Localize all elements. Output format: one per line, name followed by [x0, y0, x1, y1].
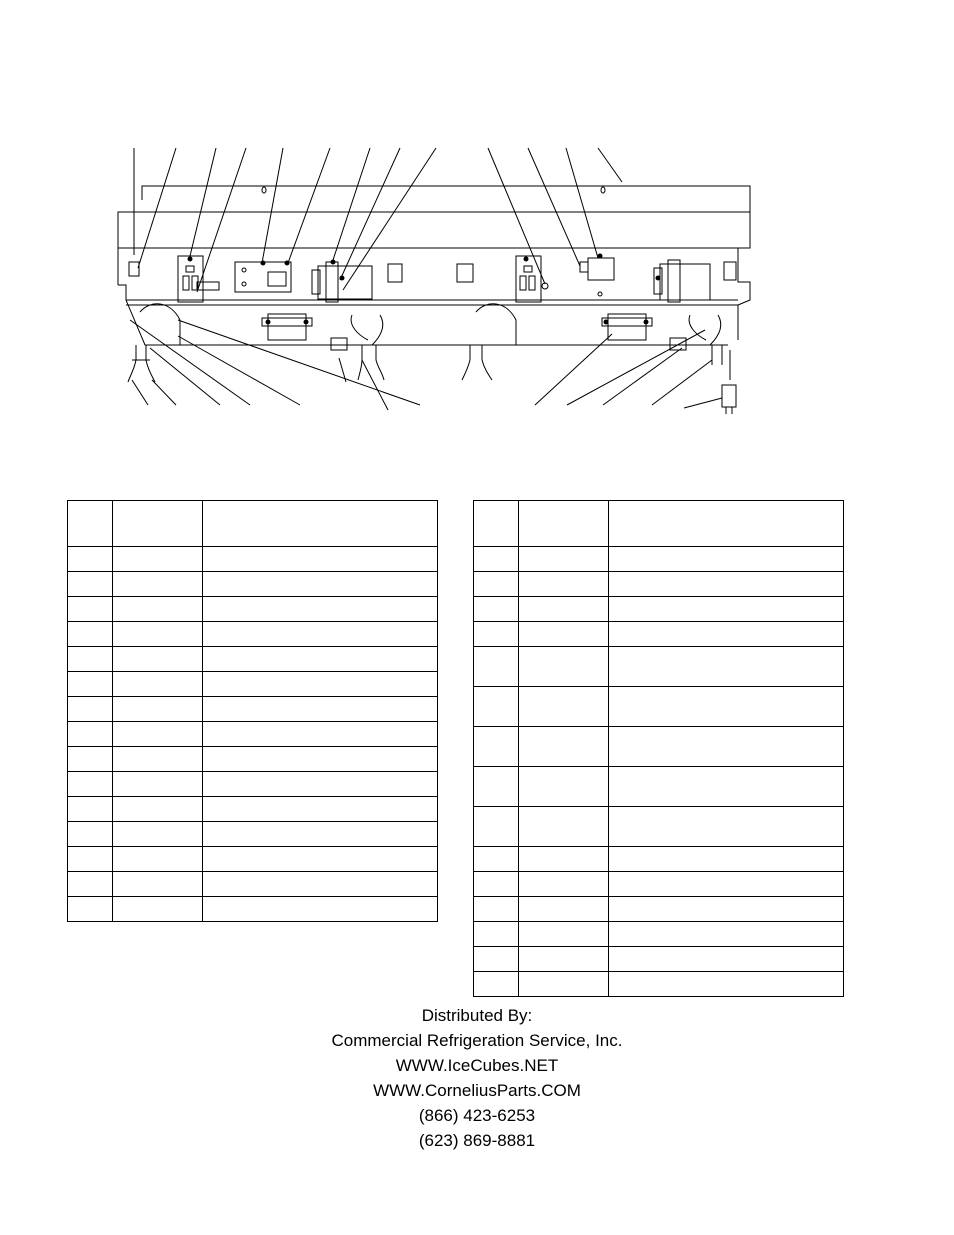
part-number-cell	[113, 847, 203, 872]
description-cell	[609, 501, 844, 547]
item-number-cell	[68, 622, 113, 647]
table-row	[68, 647, 438, 672]
item-number-cell	[68, 547, 113, 572]
table-row	[68, 897, 438, 922]
description-cell	[609, 687, 844, 727]
description-cell	[609, 847, 844, 872]
item-number-cell	[68, 597, 113, 622]
table-row	[474, 872, 844, 897]
company-name: Commercial Refrigeration Service, Inc.	[331, 1031, 623, 1050]
switch-plate-right	[457, 256, 548, 302]
part-number-cell	[113, 697, 203, 722]
part-number-cell	[519, 972, 609, 997]
part-number-cell	[113, 672, 203, 697]
item-number-cell	[68, 872, 113, 897]
part-number-cell	[113, 772, 203, 797]
table-row	[68, 797, 438, 822]
item-number-cell	[474, 897, 519, 922]
table-row	[474, 727, 844, 767]
part-number-cell	[519, 597, 609, 622]
description-cell	[203, 501, 438, 547]
website-link-2[interactable]: WWW.CorneliusParts.COM	[373, 1081, 581, 1100]
switch-plate-left	[178, 256, 219, 302]
description-cell	[203, 797, 438, 822]
item-number-cell	[68, 847, 113, 872]
relay-right	[580, 254, 614, 296]
item-number-cell	[474, 947, 519, 972]
table-row	[68, 722, 438, 747]
table-row	[68, 822, 438, 847]
parts-table-right	[473, 500, 844, 997]
description-cell	[203, 747, 438, 772]
part-number-cell	[113, 822, 203, 847]
description-cell	[609, 622, 844, 647]
part-number-cell	[519, 767, 609, 807]
part-number-cell	[113, 597, 203, 622]
part-number-cell	[519, 727, 609, 767]
description-cell	[609, 972, 844, 997]
table-row	[474, 597, 844, 622]
part-number-cell	[519, 807, 609, 847]
description-cell	[203, 597, 438, 622]
table-row	[474, 847, 844, 872]
part-number-cell	[113, 572, 203, 597]
part-number-cell	[519, 622, 609, 647]
item-number-cell	[474, 572, 519, 597]
table-row	[68, 572, 438, 597]
part-number-cell	[519, 687, 609, 727]
transformer-left-top	[312, 260, 402, 302]
part-number-cell	[519, 547, 609, 572]
part-number-cell	[519, 947, 609, 972]
part-number-cell	[113, 547, 203, 572]
description-cell	[203, 772, 438, 797]
item-number-cell	[474, 501, 519, 547]
description-cell	[203, 697, 438, 722]
description-cell	[609, 807, 844, 847]
description-cell	[609, 872, 844, 897]
item-number-cell	[474, 807, 519, 847]
item-number-cell	[68, 722, 113, 747]
description-cell	[203, 897, 438, 922]
table-row	[68, 747, 438, 772]
table-row	[474, 897, 844, 922]
item-number-cell	[68, 772, 113, 797]
control-box-panel	[118, 212, 750, 340]
description-cell	[203, 847, 438, 872]
description-cell	[203, 872, 438, 897]
distributed-by-label: Distributed By:	[421, 1006, 533, 1025]
table-row	[68, 547, 438, 572]
item-number-cell	[68, 697, 113, 722]
transformer-right-top	[654, 260, 710, 302]
part-number-cell	[113, 722, 203, 747]
table-row	[68, 622, 438, 647]
transformer-left-bottom	[262, 314, 312, 340]
phone-number-1: (866) 423-6253	[418, 1106, 536, 1125]
part-number-cell	[113, 501, 203, 547]
top-rail	[142, 186, 750, 212]
table-row	[68, 597, 438, 622]
part-number-cell	[519, 572, 609, 597]
table-row	[68, 672, 438, 697]
description-cell	[609, 647, 844, 687]
description-cell	[203, 622, 438, 647]
part-number-cell	[519, 501, 609, 547]
item-number-cell	[474, 767, 519, 807]
parts-table-left	[67, 500, 438, 922]
table-row	[474, 922, 844, 947]
table-row	[474, 572, 844, 597]
table-row	[474, 972, 844, 997]
description-cell	[609, 897, 844, 922]
distributor-footer	[0, 1003, 954, 1153]
part-number-cell	[113, 872, 203, 897]
table-row	[474, 687, 844, 727]
description-cell	[609, 947, 844, 972]
part-number-cell	[519, 922, 609, 947]
item-number-cell	[474, 922, 519, 947]
part-number-cell	[113, 897, 203, 922]
table-header-row	[68, 501, 438, 547]
item-number-cell	[474, 847, 519, 872]
description-cell	[609, 922, 844, 947]
table-header-row	[474, 501, 844, 547]
description-cell	[203, 572, 438, 597]
table-row	[474, 807, 844, 847]
description-cell	[609, 767, 844, 807]
item-number-cell	[68, 647, 113, 672]
phone-number-2: (623) 869-8881	[418, 1131, 536, 1150]
description-cell	[203, 722, 438, 747]
item-number-cell	[474, 597, 519, 622]
part-number-cell	[519, 872, 609, 897]
item-number-cell	[68, 747, 113, 772]
table-row	[68, 847, 438, 872]
item-number-cell	[474, 547, 519, 572]
part-number-cell	[519, 847, 609, 872]
exploded-parts-diagram	[0, 0, 954, 430]
item-number-cell	[68, 897, 113, 922]
item-number-cell	[474, 647, 519, 687]
item-number-cell	[68, 672, 113, 697]
table-row	[474, 947, 844, 972]
part-number-cell	[113, 647, 203, 672]
item-number-cell	[68, 822, 113, 847]
item-number-cell	[474, 687, 519, 727]
description-cell	[203, 647, 438, 672]
table-row	[68, 872, 438, 897]
table-row	[474, 647, 844, 687]
description-cell	[609, 572, 844, 597]
description-cell	[203, 672, 438, 697]
leader-lines-bottom	[130, 320, 722, 410]
table-row	[68, 697, 438, 722]
item-number-cell	[474, 727, 519, 767]
leader-lines-top	[134, 148, 622, 292]
part-number-cell	[113, 797, 203, 822]
item-number-cell	[474, 972, 519, 997]
description-cell	[609, 547, 844, 572]
relay-board	[235, 261, 291, 292]
item-number-cell	[68, 501, 113, 547]
description-cell	[203, 822, 438, 847]
part-number-cell	[113, 622, 203, 647]
item-number-cell	[474, 622, 519, 647]
part-number-cell	[113, 747, 203, 772]
description-cell	[609, 727, 844, 767]
description-cell	[609, 597, 844, 622]
item-number-cell	[68, 572, 113, 597]
table-row	[474, 547, 844, 572]
description-cell	[203, 547, 438, 572]
item-number-cell	[68, 797, 113, 822]
table-row	[474, 622, 844, 647]
website-link-1[interactable]: WWW.IceCubes.NET	[395, 1056, 559, 1075]
table-row	[474, 767, 844, 807]
part-number-cell	[519, 647, 609, 687]
part-number-cell	[519, 897, 609, 922]
item-number-cell	[474, 872, 519, 897]
table-row	[68, 772, 438, 797]
